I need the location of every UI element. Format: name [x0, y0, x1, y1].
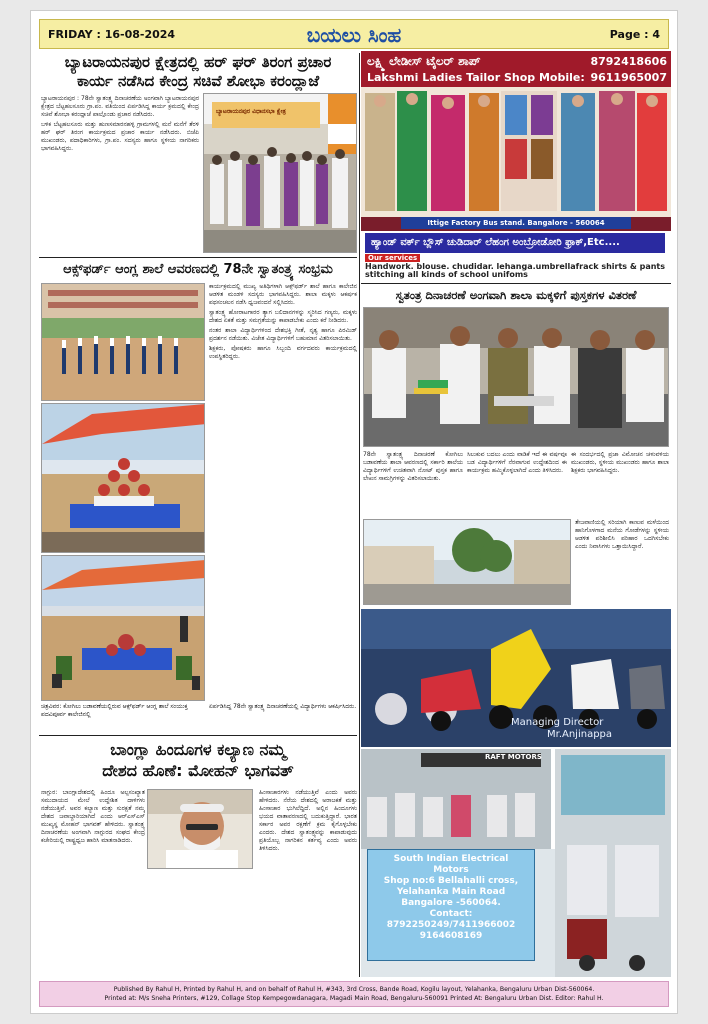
article1-photo-banner: ಬ್ಯಾಟರಾಯನಪುರ ವಿಧಾನಸಭಾ ಕ್ಷೇತ್ರ — [216, 108, 286, 115]
tailor-phone-2: 9611965007 — [590, 71, 667, 84]
issue-date: FRIDAY : 16-08-2024 — [48, 28, 176, 41]
tailor-title-english: Lakshmi Ladies Tailor Shop Mobile: — [367, 71, 585, 84]
newspaper-title: ಬಯಲು ಸಿಂಹ — [306, 23, 402, 47]
article3-photo — [363, 307, 669, 447]
motors-name-line1: South Indian Electrical — [393, 854, 509, 864]
article1-photo — [203, 93, 357, 253]
article1-headline-line1: ಬ್ಯಾಟರಾಯನಪುರ ಕ್ಷೇತ್ರದಲ್ಲಿ ಹರ್ ಘರ್ ತಿರಂಗ ಪ್ರಚಾರ — [64, 53, 332, 71]
article3-body-col2: ಸಿಲುಕುವ ಬದಲು ಎಂದು ವಾಡಿಕೆ ಇದೆ ಈ ವರ್ಷವೂ ಬಡ ವಿದ್ಯಾರ್ಥಿಗಳಿಗೆ ನೆರವಾಗುವ ಉದ್ದೇಶದಿಂದ ಈ ಕಾರ್ಯಕ್ರಮ ಹಮ್ಮಿಕೊಳ್ಳಲಾಗಿದೆ ಎಂದು ತಿಳಿಸಿದರು. — [467, 451, 567, 474]
tailor-services-list: Handwork. blouse. chudidar. lehanga.umbrellafrack shirts & pants stitching all kinds of school unifoms — [365, 262, 666, 279]
motors-banner-advertisement — [361, 609, 671, 747]
article4-photo-mohan-bhagwat — [147, 789, 253, 869]
tailor-services-kannada: ಹ್ಯಾಂಡ್ ವರ್ಕ್ ಬ್ಲೌಸ್ ಚುಡಿದಾರ್ ಲೆಹಂಗ ಅಂಬ್ರೋಡೋರಿ ಫ್ರಾಕ್,Etc.... — [365, 233, 665, 253]
tailor-address: Ittige Factory Bus stand. Bangalore - 560064 — [401, 217, 631, 229]
motors-contact-1: 8792250249/7411966002 — [386, 920, 516, 930]
article4-headline-line1: ಬಾಂಗ್ಲಾ ಹಿಂದೂಗಳ ಕಲ್ಯಾಣ ನಮ್ಮ — [110, 740, 286, 759]
article2-para: ಕಾರ್ಯಕ್ರಮದಲ್ಲಿ ಮುಖ್ಯ ಅತಿಥಿಗಳಾಗಿ ಆಕ್ಸ್‌ಫರ್ಡ್ ಶಾಲೆ ಹಾಗೂ ಕಾಲೇಜಿನ ಆಡಳಿತ ಮಂಡಳಿ ಸದಸ್ಯರು ಭಾಗವಹಿಸಿದ್ದರು. ಶಾಲಾ ಮಕ್ಕಳು ಆಕರ್ಷಕ ಪಥಸಂಚಲನ ನಡೆಸಿ ಧ್ವಜವಂದನೆ ಸಲ್ಲಿಸಿದರು. — [209, 283, 357, 306]
article2-para: ನಂತರ ಶಾಲಾ ವಿದ್ಯಾರ್ಥಿಗಳಿಂದ ದೇಶಭಕ್ತಿ ಗೀತೆ, ನೃತ್ಯ ಹಾಗೂ ಪಿರಮಿಡ್ ಪ್ರದರ್ಶನ ನಡೆಯಿತು. ವಿಜೇತ ವಿದ್ಯಾರ್ಥಿಗಳಿಗೆ ಬಹುಮಾನ ವಿತರಿಸಲಾಯಿತು. — [209, 327, 357, 342]
article3-headline: ಸ್ವತಂತ್ರ ದಿನಾಚರಣೆ ಅಂಗವಾಗಿ ಶಾಲಾ ಮಕ್ಕಳಿಗೆ ಪುಸ್ತಕಗಳ ವಿತರಣೆ — [395, 288, 637, 302]
article1-headline-line2: ಕಾರ್ಯ ನಡೆಸಿದ ಕೇಂದ್ರ ಸಚಿವೆ ಶೋಭಾ ಕರಂದ್ಲಾಜೆ — [76, 72, 320, 90]
motors-address-line1: Shop no:6 Bellahalli cross, — [383, 876, 519, 886]
article2-para: ಶಿಕ್ಷಕರು, ಪೋಷಕರು ಹಾಗೂ ಸಿಬ್ಬಂದಿ ವರ್ಗದವರು ಕಾರ್ಯಕ್ರಮದಲ್ಲಿ ಉಪಸ್ಥಿತರಿದ್ದರು. — [209, 345, 357, 360]
divider — [361, 283, 671, 284]
tailor-services-strip — [361, 231, 671, 279]
tailor-services-label: Our services — [365, 254, 420, 262]
footer-publisher-line: Published By Rahul H, Printed by Rahul H, and on behalf of Rahul H, #343, 3rd Cross, Bande Road, Kogilu layout, Yelahanka, Bengaluru Urban Dist-560064. — [113, 986, 595, 993]
tailor-ad-header — [361, 51, 671, 87]
divider — [39, 257, 357, 258]
tailor-phones — [590, 54, 667, 86]
managing-director-label: Managing Director — [511, 717, 604, 728]
motors-address-line2: Yelahanka Main Road — [396, 887, 506, 897]
masthead — [39, 19, 669, 49]
imprint-footer — [39, 981, 669, 1007]
motors-contact-label: Contact: — [429, 909, 473, 919]
article1-para: ಬಳಿಕ ಬೆಟ್ಟಹಲಸೂರು ಮತ್ತು ಹುಣಸಮಾರನಹಳ್ಳಿ ಗ್ರಾಮಗಳಲ್ಲಿ ಮನೆ ಮನೆಗೆ ತೆರಳಿ ಹರ್ ಘರ್ ತಿರಂಗ ಕಾರ್ಯಕ್ರಮದ ಪ್ರಚಾರ ಕಾರ್ಯ ನಡೆಸಿದರು. ಬಿಜೆಪಿ ಮುಖಂಡರು, ಪದಾಧಿಕಾರಿಗಳು, ಗ್ರಾ.ಪಂ. ಸದಸ್ಯರು ಹಾಗೂ ಸ್ಥಳೀಯ ನಾಗರಿಕರು ಭಾಗವಹಿಸಿದ್ದರು. — [41, 121, 199, 152]
article1-para: ಬ್ಯಾಟರಾಯನಪುರ : 78ನೇ ಸ್ವಾತಂತ್ರ್ಯ ದಿನಾಚರಣೆಯ ಅಂಗವಾಗಿ ಬ್ಯಾಟರಾಯನಪುರ ಕ್ಷೇತ್ರದ ಬೆಟ್ಟಹಲಸೂರು ಗ್ರಾ.ಪಂ. ವತಿಯಿಂದ ಏರ್ಪಡಿಸಿದ್ದ ಕಾರ್ಯ ಕ್ರಮದಲ್ಲಿ ಕೇಂದ್ರ ಸಚಿವೆ ಶೋಭಾ ಕರಂದ್ಲಾಜೆ ಪಾಲ್ಗೊಂಡು ಪ್ರಚಾರ ನಡೆಸಿದರು. — [41, 95, 199, 118]
article4-headline-line2: ದೇಶದ ಹೊಣೆ: ಮೋಹನ್ ಭಾಗವತ್ — [102, 761, 294, 780]
tailor-dress-collage — [361, 87, 671, 217]
motors-contact-2: 9164608169 — [419, 931, 483, 941]
tailor-phone-1: 8792418606 — [590, 55, 667, 68]
article4-headline — [39, 739, 357, 781]
divider — [39, 735, 357, 736]
tailor-shop-advertisement — [361, 51, 671, 279]
article2-caption-left: ಚಿತ್ರವಿವರ: ಕೋಗಿಲು ಬಡಾವಣೆಯಲ್ಲಿರುವ ಆಕ್ಸ್‌ಫರ್ಡ್ ಆಂಗ್ಲ ಶಾಲೆ ಸಂಯುಕ್ತ ಪದವಿಪೂರ್ವ ಕಾಲೇಜಿನಲ್ಲಿ — [41, 703, 188, 718]
managing-director-name: Mr.Anjinappa — [547, 729, 613, 740]
article2-body — [209, 283, 357, 699]
article4-body-col1-cont — [147, 871, 253, 977]
article2-headline: ಆಕ್ಸ್‌ಫರ್ಡ್ ಆಂಗ್ಲ ಶಾಲೆ ಆವರಣದಲ್ಲಿ 78ನೇ ಸ್ವಾತಂತ್ರ್ಯ ಸಂಭ್ರಮ — [63, 262, 333, 277]
article3-body-col1: 78ನೇ ಸ್ವಾತಂತ್ರ್ಯ ದಿನಾಚರಣೆ ಕೋಗಿಲು ಬಡಾವಣೆಯ ಶಾಲಾ ಆವರಣದಲ್ಲಿ ಸರ್ಕಾರಿ ಶಾಲೆಯ ವಿದ್ಯಾರ್ಥಿಗಳಿಗೆ ಉಚಿತವಾಗಿ ನೋಟ್ ಪುಸ್ತಕ ಹಾಗೂ ಲೇಖನ ಸಾಮಗ್ರಿಗಳನ್ನು ವಿತರಿಸಲಾಯಿತು. — [363, 451, 463, 482]
article2-photo-pyramid — [41, 403, 205, 553]
article2-photo-parade — [41, 283, 205, 401]
motors-name-line2: Motors — [433, 865, 469, 875]
article1-body — [41, 95, 199, 253]
column-divider — [359, 53, 360, 977]
article2-para: ಸ್ವಾತಂತ್ರ್ಯ ಹೋರಾಟಗಾರರ ತ್ಯಾಗ ಬಲಿದಾನಗಳನ್ನು ಸ್ಮರಿಸಿದ ಗಣ್ಯರು, ಮಕ್ಕಳು ದೇಶದ ಏಕತೆ ಮತ್ತು ಸಮಗ್ರತೆಯನ್ನು ಕಾಪಾಡಬೇಕು ಎಂದು ಕರೆ ನೀಡಿದರು. — [209, 309, 357, 324]
footer-printer-line: Printed at: M/s Sneha Printers, #129, Collage Stop Kempegowdanagara, Magadi Main Road, Bengaluru-560091 Printed At: Bengaluru Urban Dist. Editor: Rahul H. — [104, 995, 604, 1002]
article2-photo-performance — [41, 555, 205, 701]
article3-body-col3: ಈ ಸಂದರ್ಭದಲ್ಲಿ ಪ್ರಜಾ ವಿಮೋಚನ ಚಳುವಳಿಯ ಮುಖಂಡರು, ಸ್ಥಳೀಯ ಮುಖಂಡರು ಹಾಗೂ ಶಾಲಾ ಶಿಕ್ಷಕರು ಭಾಗವಹಿಸಿದ್ದರು. — [571, 451, 669, 474]
page-number: Page : 4 — [609, 28, 660, 41]
small-news-note: ತೇಜವಾಣಿಯಲ್ಲಿ ಸರಿಯಾಗಿ ಕಾಣುವ ಮಳೆಯಿಂದ ಹಾನಿಗೊಳಗಾದ ಮನೆಯ ಗೋಡೆಗಳನ್ನು ಸ್ಥಳೀಯ ಆಡಳಿತ ಪರಿಶೀಲಿಸಿ ಪರಿಹಾರ ಒದಗಿಸಬೇಕು ಎಂದು ನಿವಾಸಿಗಳು ಒತ್ತಾಯಿಸಿದ್ದಾರೆ. — [575, 519, 669, 550]
article4-body-col2: ಹಿಂಸಾಚಾರಗಳು ನಡೆಯುತ್ತಿವೆ ಎಂದು ಅವರು ಹೇಳಿದರು. ನೆರೆಯ ದೇಶದಲ್ಲಿ ಅರಾಜಕತೆ ಮತ್ತು ಹಿಂಸಾಚಾರ ಭುಗಿಲೆದ್ದಿದೆ. ಅಲ್ಲಿನ ಹಿಂದೂಗಳು ಭಯದ ವಾತಾವರಣದಲ್ಲಿ ಬದುಕುತ್ತಿದ್ದಾರೆ. ಭಾರತ ಸರ್ಕಾರ ಅವರ ರಕ್ಷಣೆಗೆ ಕ್ರಮ ಕೈಗೊಳ್ಳಬೇಕು ಎಂದರು. ದೇಶದ ಸ್ವಾತಂತ್ರ್ಯವನ್ನು ಕಾಪಾಡುವುದು ಪ್ರತಿಯೊಬ್ಬ ನಾಗರಿಕನ ಕರ್ತವ್ಯ ಎಂದು ಅವರು ತಿಳಿಸಿದರು. — [259, 789, 357, 852]
article2-caption-right: ಏರ್ಪಡಿಸಿದ್ದ 78ನೇ ಸ್ವಾತಂತ್ರ್ಯ ದಿನಾಚರಣೆಯಲ್ಲಿ ವಿದ್ಯಾರ್ಥಿಗಳು ಆಕರ್ಷಿಸಿದರು. — [209, 703, 357, 710]
motors-contact-box — [367, 849, 535, 961]
motors-address-line3: Bangalore -560064. — [401, 898, 501, 908]
shop-sign: RAFT MOTORS — [485, 753, 542, 761]
street-photo — [363, 519, 571, 605]
article1-headline — [39, 53, 357, 91]
article4-body-col1: ನಾಗ್ಪುರ: ಬಾಂಗ್ಲಾದೇಶದಲ್ಲಿ ಹಿಂದೂ ಅಲ್ಪಸಂಖ್ಯಾತ ಸಮುದಾಯದ ಮೇಲೆ ಉದ್ದೇಶಿತ ದಾಳಿಗಳು ನಡೆಯುತ್ತಿವೆ. ಅವರ ಕಲ್ಯಾಣ ಮತ್ತು ಸುರಕ್ಷತೆ ನಮ್ಮ ದೇಶದ ಜವಾಬ್ದಾರಿಯಾಗಿದೆ ಎಂದು ಆರ್‌ಎಸ್‌ಎಸ್ ಮುಖ್ಯಸ್ಥ ಮೋಹನ್ ಭಾಗವತ್ ಹೇಳಿದರು. ಸ್ವಾತಂತ್ರ್ಯ ದಿನಾಚರಣೆಯ ಅಂಗವಾಗಿ ನಾಗ್ಪುರದ ಸಂಘದ ಕೇಂದ್ರ ಕಚೇರಿಯಲ್ಲಿ ರಾಷ್ಟ್ರಧ್ವಜ ಹಾರಿಸಿ ಮಾತನಾಡಿದರು. — [41, 789, 145, 844]
electrical-motors-advertisement — [361, 749, 671, 977]
newspaper-page — [30, 10, 678, 1014]
managing-director — [511, 717, 612, 741]
tailor-title-kannada: ಲಕ್ಷ್ಮಿ ಲೇಡೀಸ್ ಟೈಲರ್ ಶಾಪ್ — [367, 54, 481, 68]
